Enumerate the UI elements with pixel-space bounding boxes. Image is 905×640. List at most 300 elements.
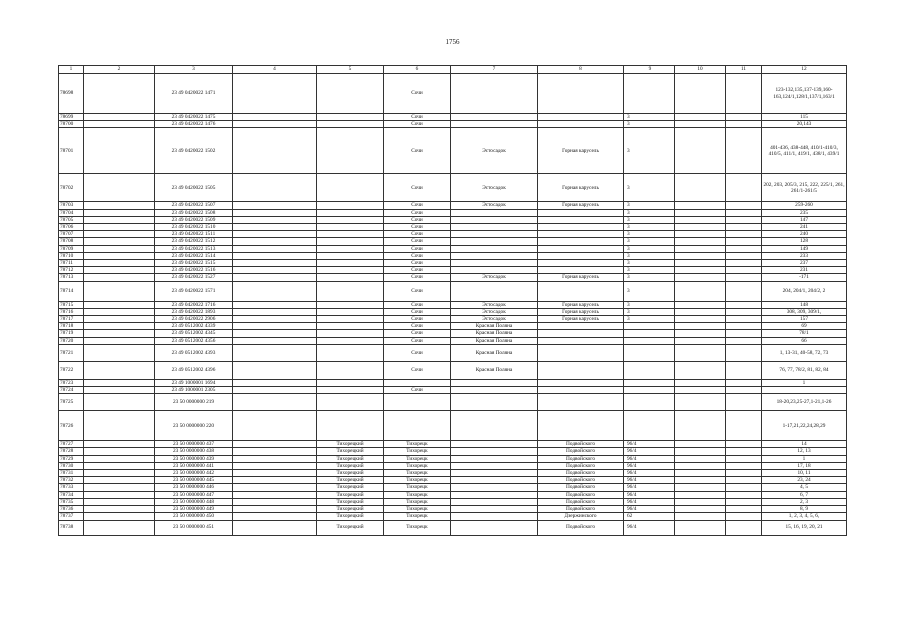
table-cell <box>317 308 384 315</box>
table-cell <box>726 209 762 216</box>
table-cell: Тихорецк <box>384 506 451 513</box>
table-cell <box>451 470 538 477</box>
table-cell: 78701 <box>59 128 84 174</box>
table-cell <box>317 245 384 252</box>
table-cell: 23 50 0000000 441 <box>155 462 233 469</box>
table-row <box>59 330 847 337</box>
table-cell: Эстосадок <box>451 174 538 202</box>
table-cell <box>538 379 624 386</box>
table-cell <box>624 394 675 411</box>
table-cell <box>538 387 624 394</box>
table-cell: 23 49 0420022 1512 <box>155 238 233 245</box>
table-cell: Дзержинского <box>538 513 624 520</box>
table-row <box>59 441 847 448</box>
table-cell <box>84 252 155 259</box>
table-cell: 123-132,135,137-139,160-163,124/1,128/1,137/1,163/1 <box>762 74 847 114</box>
table-cell <box>675 470 726 477</box>
table-row <box>59 202 847 209</box>
table-cell <box>538 281 624 301</box>
table-cell: 78728 <box>59 448 84 455</box>
table-cell <box>675 308 726 315</box>
table-cell: 23 49 0420022 1476 <box>155 121 233 128</box>
table-cell: Эстосадок <box>451 274 538 281</box>
table-cell: Подвойского <box>538 484 624 491</box>
table-cell: 23 49 0420022 1505 <box>155 174 233 202</box>
table-cell <box>726 448 762 455</box>
table-cell: Подвойского <box>538 470 624 477</box>
table-cell <box>726 387 762 394</box>
table-cell: 204, 204/1, 204/2, 2 <box>762 281 847 301</box>
table-cell <box>317 238 384 245</box>
table-cell <box>726 394 762 411</box>
table-cell <box>538 209 624 216</box>
table-cell: 78711 <box>59 260 84 267</box>
table-cell <box>538 245 624 252</box>
table-cell <box>451 394 538 411</box>
table-cell: 96/4 <box>624 477 675 484</box>
table-cell <box>538 330 624 337</box>
table-cell <box>675 491 726 498</box>
table-cell: 147 <box>762 216 847 223</box>
table-cell: Подвойского <box>538 506 624 513</box>
table-cell: 1 <box>762 379 847 386</box>
table-cell <box>233 281 317 301</box>
table-cell <box>317 260 384 267</box>
table-cell: Тихорецк <box>384 498 451 505</box>
table-cell: 78704 <box>59 209 84 216</box>
table-cell: 96/4 <box>624 441 675 448</box>
table-cell: 3 <box>624 174 675 202</box>
table-cell <box>233 484 317 491</box>
table-cell: 78720 <box>59 337 84 344</box>
table-cell <box>317 387 384 394</box>
table-cell <box>726 411 762 441</box>
table-cell: 69 <box>762 323 847 330</box>
table-cell <box>726 520 762 535</box>
table-cell: 96/4 <box>624 455 675 462</box>
table-cell <box>317 74 384 114</box>
table-cell <box>451 379 538 386</box>
table-cell: 23 50 0000000 446 <box>155 484 233 491</box>
table-cell <box>384 411 451 441</box>
table-cell: Подвойского <box>538 498 624 505</box>
table-cell: Эстосадок <box>451 308 538 315</box>
table-cell <box>233 455 317 462</box>
table-cell: 23 49 0420022 2906 <box>155 316 233 323</box>
table-cell: 62 <box>624 513 675 520</box>
table-cell: Тихорецк <box>384 520 451 535</box>
table-cell: Сочи <box>384 330 451 337</box>
table-cell <box>675 301 726 308</box>
table-cell: Подвойского <box>538 462 624 469</box>
table-cell: Сочи <box>384 281 451 301</box>
table-cell <box>84 238 155 245</box>
table-cell <box>233 387 317 394</box>
table-cell: 78727 <box>59 441 84 448</box>
table-cell: 12, 13 <box>762 448 847 455</box>
table-row <box>59 411 847 441</box>
table-cell: Тихорецкий <box>317 498 384 505</box>
table-cell: Красная Поляна <box>451 344 538 361</box>
table-cell: Горная карусель <box>538 274 624 281</box>
table-cell <box>84 361 155 379</box>
table-cell <box>451 231 538 238</box>
table-cell <box>538 411 624 441</box>
table-cell: 3 <box>624 252 675 259</box>
table-cell <box>451 498 538 505</box>
table-cell: 23 50 0000000 451 <box>155 520 233 535</box>
table-cell: 78698 <box>59 74 84 114</box>
table-cell <box>84 344 155 361</box>
table-row <box>59 491 847 498</box>
table-row <box>59 216 847 223</box>
table-cell <box>451 216 538 223</box>
table-cell: Эстосадок <box>451 301 538 308</box>
table-cell: Тихорецкий <box>317 491 384 498</box>
table-cell: 78716 <box>59 308 84 315</box>
table-cell <box>84 394 155 411</box>
table-body <box>59 74 847 536</box>
table-cell <box>84 441 155 448</box>
table-cell: 1-17,21,22,24,28,29 <box>762 411 847 441</box>
table-cell: 3 <box>624 231 675 238</box>
table-cell <box>538 267 624 274</box>
table-cell <box>84 114 155 121</box>
table-cell: 3 <box>624 267 675 274</box>
table-cell <box>726 308 762 315</box>
table-cell: 78700 <box>59 121 84 128</box>
table-cell: Сочи <box>384 323 451 330</box>
table-cell <box>624 337 675 344</box>
table-cell <box>317 316 384 323</box>
table-cell: 78721 <box>59 344 84 361</box>
table-cell <box>538 74 624 114</box>
table-row <box>59 114 847 121</box>
table-cell <box>675 114 726 121</box>
table-cell: 78699 <box>59 114 84 121</box>
table-cell: 308, 309, 309/1, <box>762 308 847 315</box>
table-cell: 231 <box>762 267 847 274</box>
table-row <box>59 224 847 231</box>
table-cell <box>726 484 762 491</box>
table-cell: 96/4 <box>624 520 675 535</box>
table-cell: Сочи <box>384 202 451 209</box>
table-cell <box>726 224 762 231</box>
table-cell <box>675 520 726 535</box>
table-cell: Подвойского <box>538 491 624 498</box>
table-cell: 23 49 0512002 4393 <box>155 344 233 361</box>
table-cell <box>233 174 317 202</box>
table-cell: 96/4 <box>624 484 675 491</box>
table-cell <box>84 411 155 441</box>
table-cell <box>451 209 538 216</box>
table-cell <box>84 174 155 202</box>
table-cell: 8, 9 <box>762 506 847 513</box>
table-cell <box>233 323 317 330</box>
table-cell: 3 <box>624 202 675 209</box>
table-cell: 96/4 <box>624 491 675 498</box>
table-cell: Подвойского <box>538 441 624 448</box>
table-cell <box>84 337 155 344</box>
table-cell: 78730 <box>59 462 84 469</box>
table-cell <box>538 121 624 128</box>
table-cell: Тихорецкий <box>317 448 384 455</box>
table-cell <box>538 361 624 379</box>
table-cell: 18-20,23,25-27,1-21,1-26 <box>762 394 847 411</box>
table-cell <box>726 462 762 469</box>
table-cell <box>726 344 762 361</box>
table-cell <box>675 281 726 301</box>
table-cell <box>451 267 538 274</box>
table-cell <box>726 361 762 379</box>
table-cell <box>675 274 726 281</box>
table-cell <box>384 379 451 386</box>
table-cell: Сочи <box>384 274 451 281</box>
column-header-12: 12 <box>762 66 847 74</box>
table-cell <box>233 209 317 216</box>
column-header-11: 11 <box>726 66 762 74</box>
table-cell: 78703 <box>59 202 84 209</box>
table-cell <box>84 216 155 223</box>
table-cell <box>317 267 384 274</box>
table-cell: 10, 11 <box>762 470 847 477</box>
table-cell <box>84 202 155 209</box>
table-cell: Тихорецк <box>384 455 451 462</box>
table-cell: Красная Поляна <box>451 361 538 379</box>
table-cell: 2, 3 <box>762 498 847 505</box>
table-cell <box>233 361 317 379</box>
table-cell <box>624 387 675 394</box>
table-row <box>59 387 847 394</box>
table-cell <box>538 260 624 267</box>
table-cell <box>84 477 155 484</box>
table-cell <box>675 252 726 259</box>
table-cell <box>317 224 384 231</box>
table-cell: Сочи <box>384 260 451 267</box>
table-cell <box>233 513 317 520</box>
table-cell <box>84 462 155 469</box>
table-cell <box>84 491 155 498</box>
table-cell: 23 49 0420022 1514 <box>155 252 233 259</box>
table-cell: 233 <box>762 252 847 259</box>
table-cell: Сочи <box>384 245 451 252</box>
table-cell: Тихорецкий <box>317 477 384 484</box>
table-row <box>59 470 847 477</box>
table-cell <box>538 394 624 411</box>
table-cell: 78738 <box>59 520 84 535</box>
table-cell <box>675 174 726 202</box>
table-cell: 78731 <box>59 470 84 477</box>
table-cell: 78706 <box>59 224 84 231</box>
table-cell: Тихорецк <box>384 484 451 491</box>
table-cell <box>233 274 317 281</box>
table-cell: 23 50 0000000 220 <box>155 411 233 441</box>
table-cell <box>675 498 726 505</box>
table-cell <box>675 323 726 330</box>
table-cell <box>233 448 317 455</box>
table-cell: Сочи <box>384 114 451 121</box>
table-cell: 241 <box>762 224 847 231</box>
table-cell <box>451 448 538 455</box>
table-cell <box>675 448 726 455</box>
table-cell <box>84 506 155 513</box>
column-header-1: 1 <box>59 66 84 74</box>
table-cell: 23 49 0512002 4356 <box>155 337 233 344</box>
column-header-2: 2 <box>84 66 155 74</box>
table-cell: Сочи <box>384 361 451 379</box>
table-cell <box>84 323 155 330</box>
table-cell: 3 <box>624 316 675 323</box>
table-cell: 3 <box>624 308 675 315</box>
table-cell <box>538 238 624 245</box>
table-cell: 78729 <box>59 455 84 462</box>
table-row <box>59 462 847 469</box>
table-cell: Тихорецкий <box>317 520 384 535</box>
table-row <box>59 308 847 315</box>
page-number: 1756 <box>445 38 460 46</box>
table-row <box>59 174 847 202</box>
table-cell: Тихорецк <box>384 448 451 455</box>
table-cell <box>675 209 726 216</box>
table-cell: Горная карусель <box>538 316 624 323</box>
table-cell: Тихорецкий <box>317 441 384 448</box>
table-cell <box>538 344 624 361</box>
table-cell: Тихорецк <box>384 441 451 448</box>
table-cell <box>84 231 155 238</box>
table-cell: 23 49 0420022 1507 <box>155 202 233 209</box>
table-cell <box>84 379 155 386</box>
table-cell: Тихорецкий <box>317 470 384 477</box>
table-cell: Тихорецкий <box>317 484 384 491</box>
table-cell: Сочи <box>384 316 451 323</box>
table-cell: Сочи <box>384 121 451 128</box>
table-cell: 202, 203, 205/3, 215, 222, 225/1, 261, 261/1-261/5 <box>762 174 847 202</box>
table-cell: Сочи <box>384 231 451 238</box>
table-cell: 3 <box>624 114 675 121</box>
table-cell <box>675 260 726 267</box>
table-cell <box>675 202 726 209</box>
table-cell <box>451 462 538 469</box>
table-row <box>59 337 847 344</box>
table-cell: 78723 <box>59 379 84 386</box>
table-cell <box>675 337 726 344</box>
table-cell <box>317 128 384 174</box>
table-row <box>59 498 847 505</box>
table-cell <box>726 252 762 259</box>
table-cell <box>233 231 317 238</box>
table-cell: 78713 <box>59 274 84 281</box>
table-cell <box>317 411 384 441</box>
table-cell: Эстосадок <box>451 316 538 323</box>
table-cell <box>675 316 726 323</box>
table-cell <box>233 238 317 245</box>
table-cell <box>675 387 726 394</box>
table-cell <box>726 74 762 114</box>
table-cell: 3 <box>624 245 675 252</box>
table-cell <box>451 224 538 231</box>
table-cell: Сочи <box>384 74 451 114</box>
table-cell: 3 <box>624 121 675 128</box>
table-cell <box>538 231 624 238</box>
column-header-7: 7 <box>451 66 538 74</box>
table-cell <box>233 224 317 231</box>
table-cell <box>726 498 762 505</box>
table-cell: 78717 <box>59 316 84 323</box>
header-row <box>59 66 847 74</box>
table-cell: Горная карусель <box>538 128 624 174</box>
table-cell: 20,143 <box>762 121 847 128</box>
table-row <box>59 323 847 330</box>
table-cell <box>726 470 762 477</box>
table-cell <box>233 477 317 484</box>
table-row <box>59 484 847 491</box>
table-cell: Горная карусель <box>538 308 624 315</box>
table-cell <box>84 387 155 394</box>
table-cell <box>84 267 155 274</box>
table-cell: 1, 2, 3, 4, 5, 6, <box>762 513 847 520</box>
table-cell: 23 49 0420022 1511 <box>155 231 233 238</box>
table-cell <box>451 114 538 121</box>
table-cell <box>84 245 155 252</box>
table-cell: 78732 <box>59 477 84 484</box>
table-cell <box>233 498 317 505</box>
table-cell <box>451 245 538 252</box>
table-cell <box>317 281 384 301</box>
table-cell <box>84 128 155 174</box>
table-cell <box>624 411 675 441</box>
table-cell: Тихорецк <box>384 477 451 484</box>
table-row <box>59 520 847 535</box>
table-cell <box>233 128 317 174</box>
table-cell: 23 49 0420022 1509 <box>155 216 233 223</box>
table-cell <box>84 448 155 455</box>
table-cell: 96/4 <box>624 462 675 469</box>
table-cell: 23 49 1000001 1694 <box>155 379 233 386</box>
table-cell <box>675 411 726 441</box>
table-cell: 23 49 0420022 1716 <box>155 301 233 308</box>
table-cell: Красная Поляна <box>451 330 538 337</box>
table-cell <box>624 379 675 386</box>
table-cell <box>675 238 726 245</box>
table-cell <box>451 506 538 513</box>
table-row <box>59 267 847 274</box>
table-row <box>59 394 847 411</box>
table-cell <box>317 121 384 128</box>
table-row <box>59 74 847 114</box>
table-cell <box>233 216 317 223</box>
table-cell <box>726 513 762 520</box>
table-cell: 96/4 <box>624 470 675 477</box>
table-cell <box>317 114 384 121</box>
table-cell: 115 <box>762 114 847 121</box>
table-cell <box>233 252 317 259</box>
table-row <box>59 231 847 238</box>
table-cell <box>726 128 762 174</box>
table-cell: 78705 <box>59 216 84 223</box>
column-header-9: 9 <box>624 66 675 74</box>
table-cell <box>675 462 726 469</box>
table-cell: Тихорецкий <box>317 513 384 520</box>
table-cell <box>84 308 155 315</box>
table-cell <box>675 74 726 114</box>
table-cell <box>675 361 726 379</box>
table-cell: 78707 <box>59 231 84 238</box>
register-table <box>58 65 847 536</box>
table-cell <box>675 344 726 361</box>
table-cell <box>675 267 726 274</box>
table-cell <box>726 441 762 448</box>
table-row <box>59 128 847 174</box>
